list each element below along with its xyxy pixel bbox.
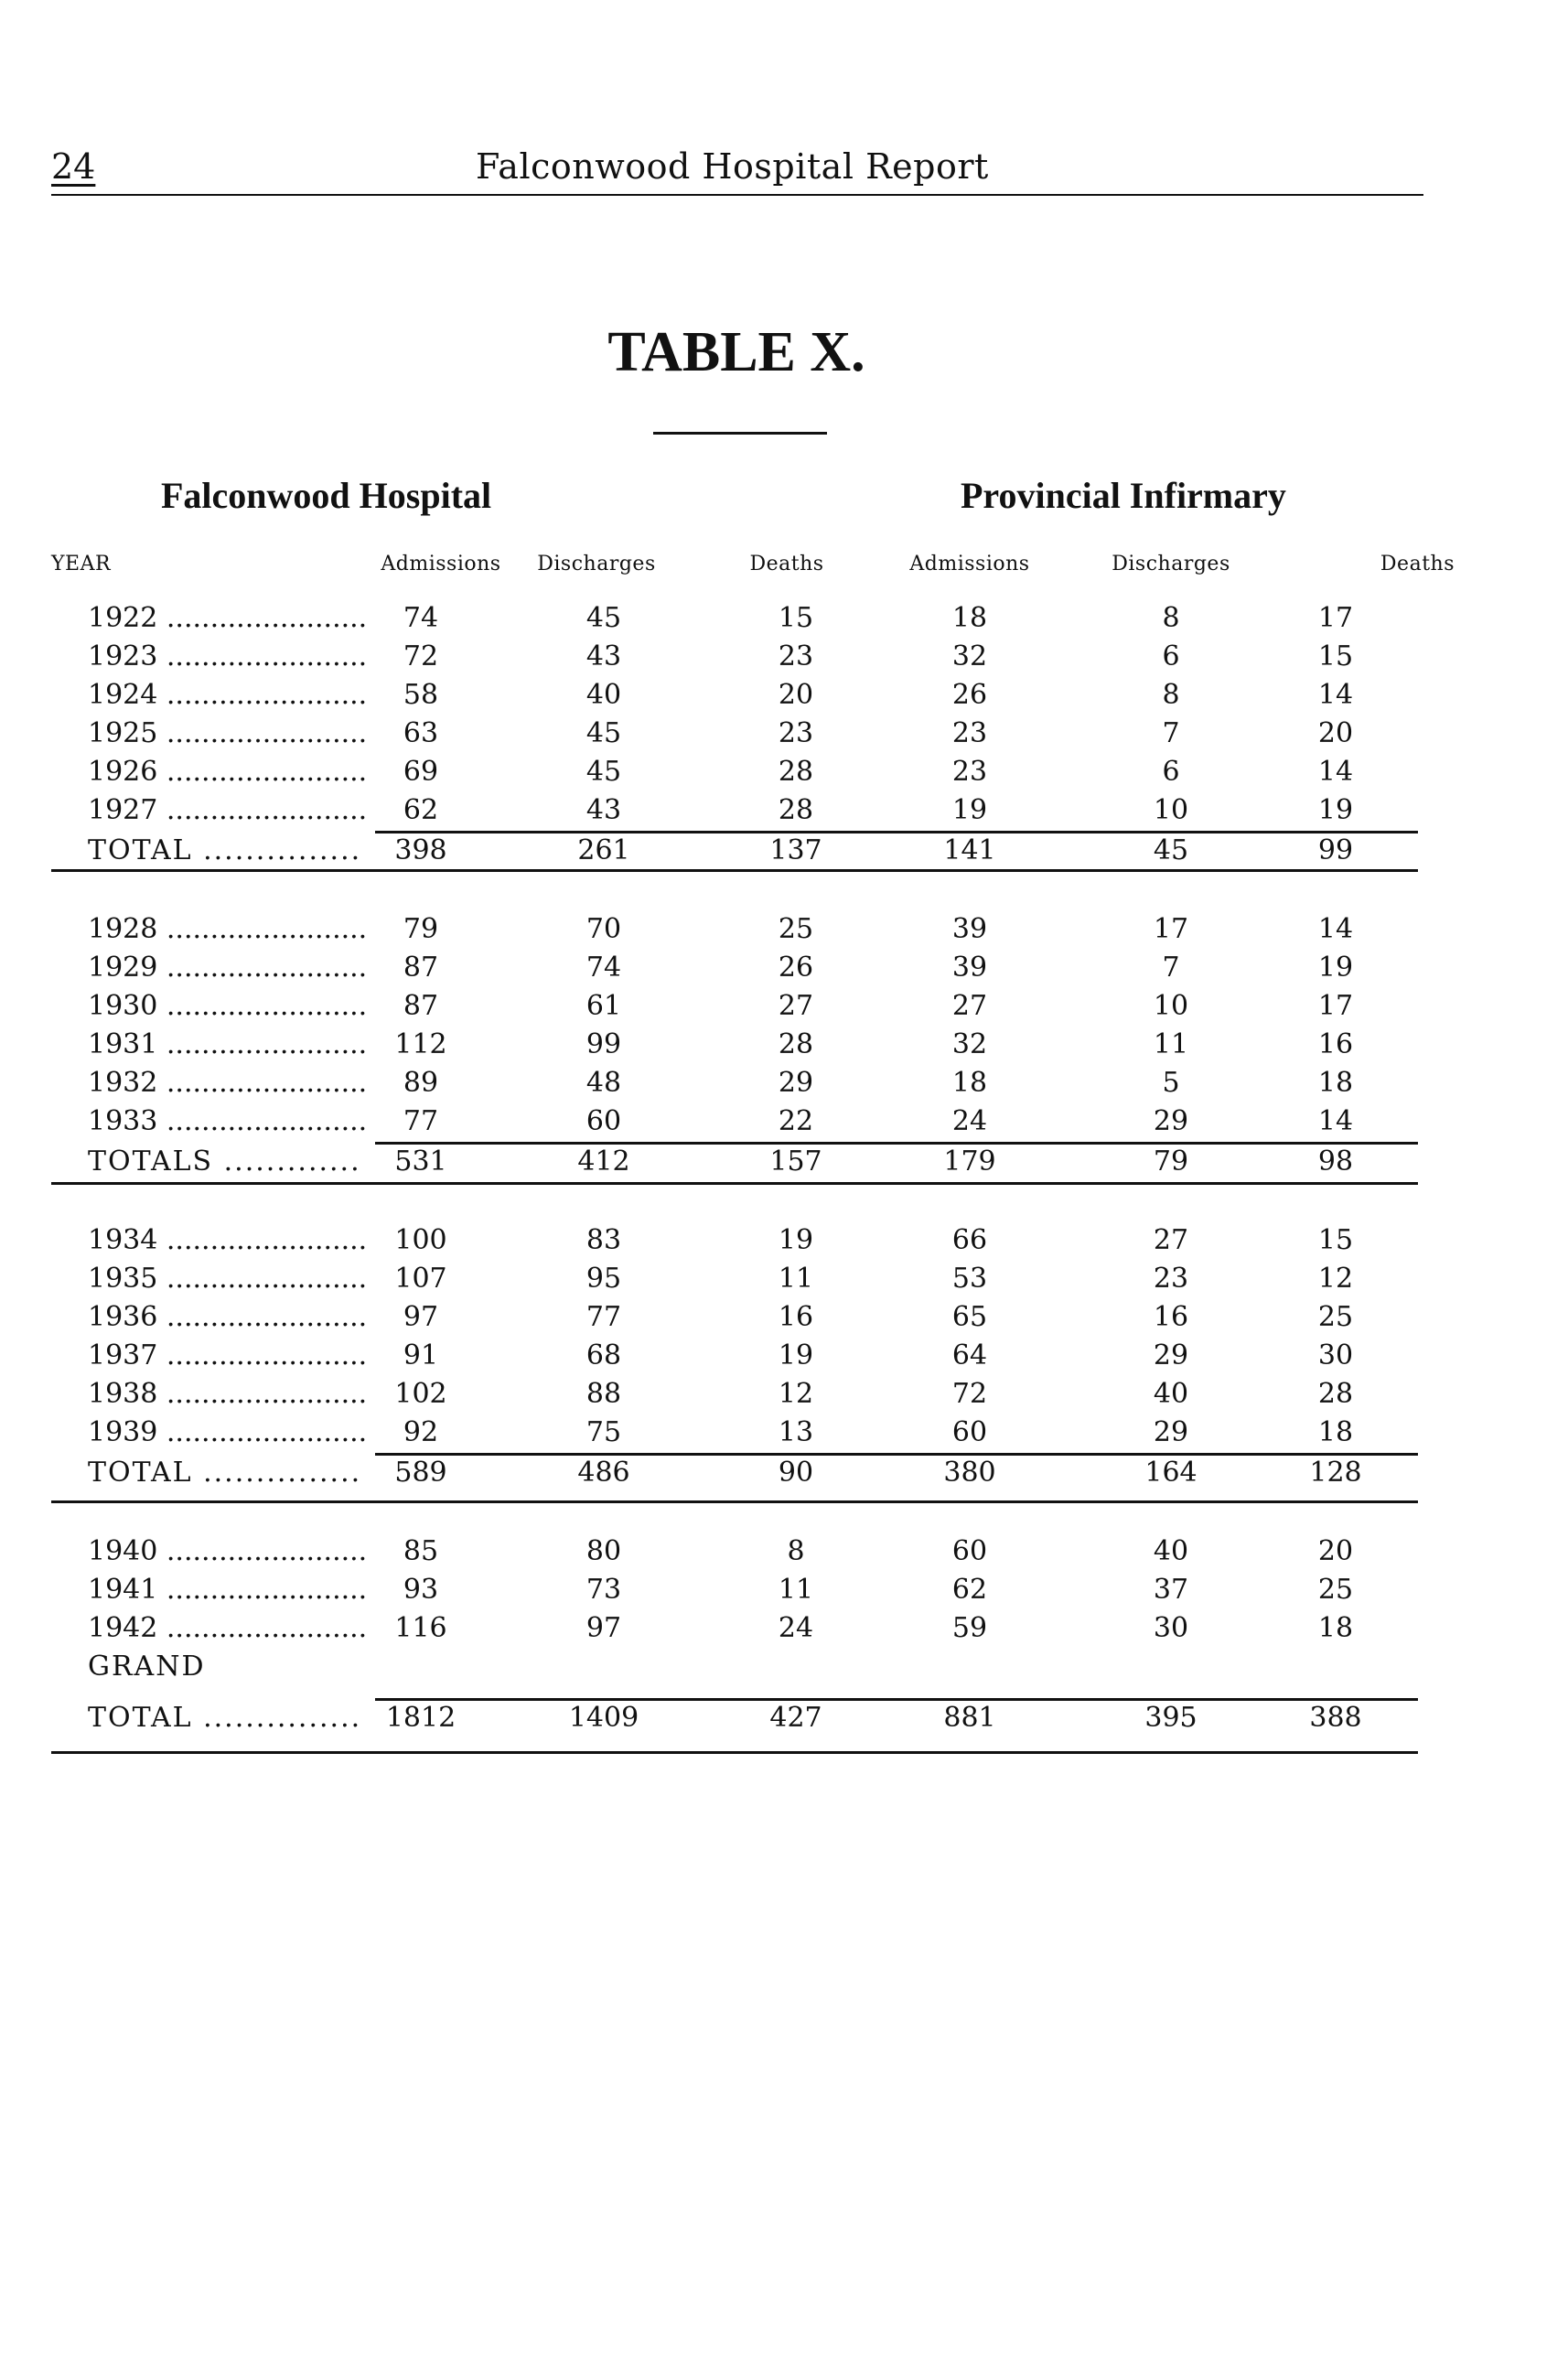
table-row xyxy=(0,1105,1568,1144)
cell-value: 77 xyxy=(403,1105,439,1137)
cell-value: 14 xyxy=(1317,1105,1354,1137)
row-label: 1940 ....................... xyxy=(88,1535,368,1567)
cell-value: 13 xyxy=(778,1416,814,1448)
column-header-fh-deaths: Deaths xyxy=(749,553,824,575)
table-row xyxy=(0,794,1568,833)
row-label: 1922 ....................... xyxy=(88,602,368,634)
cell-value: 45 xyxy=(1153,834,1189,866)
cell-value: 45 xyxy=(585,602,622,634)
section-falconwood-hospital: Falconwood Hospital xyxy=(161,475,492,516)
cell-value: 97 xyxy=(403,1301,439,1333)
table-row xyxy=(0,1224,1568,1263)
table-title: TABLE X. xyxy=(607,321,865,383)
cell-value: 92 xyxy=(403,1416,439,1448)
row-label: 1930 ....................... xyxy=(88,990,368,1022)
cell-value: 40 xyxy=(1153,1378,1189,1410)
cell-value: 53 xyxy=(951,1263,988,1295)
cell-value: 6 xyxy=(1162,640,1180,672)
cell-value: 45 xyxy=(585,717,622,749)
cell-value: 15 xyxy=(1317,1224,1354,1256)
total-row xyxy=(0,1145,1568,1184)
cell-value: 59 xyxy=(951,1612,988,1644)
cell-value: 16 xyxy=(1317,1028,1354,1060)
cell-value: 27 xyxy=(778,990,814,1022)
cell-value: 1812 xyxy=(385,1702,456,1734)
cell-value: 395 xyxy=(1144,1702,1197,1734)
cell-value: 23 xyxy=(951,717,988,749)
cell-value: 141 xyxy=(943,834,996,866)
cell-value: 380 xyxy=(943,1457,996,1489)
cell-value: 261 xyxy=(577,834,630,866)
column-header-pi-deaths: Deaths xyxy=(1380,553,1455,575)
column-header-pi-discharges: Discharges xyxy=(1112,553,1230,575)
table-rule xyxy=(375,1142,1418,1145)
row-label: 1933 ....................... xyxy=(88,1105,368,1137)
cell-value: 412 xyxy=(577,1145,630,1178)
cell-value: 7 xyxy=(1162,952,1180,984)
cell-value: 27 xyxy=(1153,1224,1189,1256)
cell-value: 77 xyxy=(585,1301,622,1333)
row-label: TOTAL ............... xyxy=(88,1702,362,1734)
cell-value: 99 xyxy=(585,1028,622,1060)
row-label: 1925 ....................... xyxy=(88,717,368,749)
table-row xyxy=(0,1301,1568,1339)
cell-value: 43 xyxy=(585,794,622,826)
cell-value: 29 xyxy=(1153,1416,1189,1448)
cell-value: 14 xyxy=(1317,756,1354,788)
cell-value: 18 xyxy=(1317,1612,1354,1644)
cell-value: 61 xyxy=(585,990,622,1022)
cell-value: 25 xyxy=(1317,1301,1354,1333)
cell-value: 19 xyxy=(778,1224,814,1256)
row-label: TOTAL ............... xyxy=(88,1457,362,1489)
cell-value: 112 xyxy=(394,1028,447,1060)
column-header-pi-admissions: Admissions xyxy=(909,553,1030,575)
row-label: 1927 ....................... xyxy=(88,794,368,826)
cell-value: 11 xyxy=(1153,1028,1189,1060)
cell-value: 88 xyxy=(585,1378,622,1410)
table-row xyxy=(0,1574,1568,1612)
cell-value: 80 xyxy=(585,1535,622,1567)
cell-value: 157 xyxy=(769,1145,822,1178)
cell-value: 25 xyxy=(778,913,814,945)
cell-value: 23 xyxy=(951,756,988,788)
cell-value: 24 xyxy=(951,1105,988,1137)
cell-value: 83 xyxy=(585,1224,622,1256)
cell-value: 14 xyxy=(1317,679,1354,711)
cell-value: 91 xyxy=(403,1339,439,1371)
cell-value: 62 xyxy=(403,794,439,826)
table-row xyxy=(0,1535,1568,1574)
cell-value: 20 xyxy=(778,679,814,711)
row-label: 1929 ....................... xyxy=(88,952,368,984)
total-row xyxy=(0,834,1568,873)
cell-value: 79 xyxy=(1153,1145,1189,1178)
cell-value: 19 xyxy=(951,794,988,826)
cell-value: 116 xyxy=(394,1612,447,1644)
row-label: 1926 ....................... xyxy=(88,756,368,788)
table-row xyxy=(0,1339,1568,1378)
cell-value: 39 xyxy=(951,913,988,945)
cell-value: 68 xyxy=(585,1339,622,1371)
cell-value: 17 xyxy=(1317,602,1354,634)
cell-value: 40 xyxy=(1153,1535,1189,1567)
cell-value: 6 xyxy=(1162,756,1180,788)
cell-value: 20 xyxy=(1317,717,1354,749)
cell-value: 18 xyxy=(1317,1067,1354,1099)
cell-value: 85 xyxy=(403,1535,439,1567)
cell-value: 20 xyxy=(1317,1535,1354,1567)
table-row xyxy=(0,640,1568,679)
cell-value: 60 xyxy=(951,1416,988,1448)
cell-value: 29 xyxy=(1153,1339,1189,1371)
cell-value: 1409 xyxy=(568,1702,639,1734)
cell-value: 531 xyxy=(394,1145,447,1178)
table-row xyxy=(0,1416,1568,1455)
cell-value: 30 xyxy=(1317,1339,1354,1371)
cell-value: 66 xyxy=(951,1224,988,1256)
cell-value: 19 xyxy=(778,1339,814,1371)
cell-value: 45 xyxy=(585,756,622,788)
cell-value: 8 xyxy=(1162,679,1180,711)
row-label: 1924 ....................... xyxy=(88,679,368,711)
cell-value: 589 xyxy=(394,1457,447,1489)
cell-value: 881 xyxy=(943,1702,996,1734)
cell-value: 398 xyxy=(394,834,447,866)
row-label: 1941 ....................... xyxy=(88,1574,368,1606)
cell-value: 128 xyxy=(1309,1457,1362,1489)
cell-value: 74 xyxy=(585,952,622,984)
row-label: 1928 ....................... xyxy=(88,913,368,945)
table-row xyxy=(0,1263,1568,1301)
cell-value: 17 xyxy=(1317,990,1354,1022)
cell-value: 73 xyxy=(585,1574,622,1606)
table-row xyxy=(0,990,1568,1028)
cell-value: 22 xyxy=(778,1105,814,1137)
cell-value: 72 xyxy=(951,1378,988,1410)
cell-value: 39 xyxy=(951,952,988,984)
total-row xyxy=(0,1651,1568,1689)
cell-value: 95 xyxy=(585,1263,622,1295)
page-number: 24 xyxy=(51,146,96,187)
cell-value: 15 xyxy=(778,602,814,634)
cell-value: 16 xyxy=(1153,1301,1189,1333)
cell-value: 23 xyxy=(778,717,814,749)
cell-value: 18 xyxy=(951,602,988,634)
cell-value: 17 xyxy=(1153,913,1189,945)
table-rule xyxy=(51,1751,1418,1754)
cell-value: 26 xyxy=(951,679,988,711)
table-rule xyxy=(375,831,1418,833)
table-row xyxy=(0,679,1568,717)
table-rule xyxy=(51,1182,1418,1185)
cell-value: 75 xyxy=(585,1416,622,1448)
cell-value: 427 xyxy=(769,1702,822,1734)
cell-value: 18 xyxy=(951,1067,988,1099)
cell-value: 90 xyxy=(778,1457,814,1489)
column-header-fh-admissions: Admissions xyxy=(381,553,501,575)
cell-value: 60 xyxy=(951,1535,988,1567)
cell-value: 89 xyxy=(403,1067,439,1099)
table-row xyxy=(0,756,1568,794)
cell-value: 69 xyxy=(403,756,439,788)
row-label: 1942 ....................... xyxy=(88,1612,368,1644)
cell-value: 28 xyxy=(1317,1378,1354,1410)
cell-value: 70 xyxy=(585,913,622,945)
cell-value: 60 xyxy=(585,1105,622,1137)
cell-value: 179 xyxy=(943,1145,996,1178)
cell-value: 10 xyxy=(1153,990,1189,1022)
row-label: 1932 ....................... xyxy=(88,1067,368,1099)
cell-value: 27 xyxy=(951,990,988,1022)
table-row xyxy=(0,717,1568,756)
column-header-fh-discharges: Discharges xyxy=(537,553,656,575)
row-label: 1939 ....................... xyxy=(88,1416,368,1448)
cell-value: 87 xyxy=(403,990,439,1022)
cell-value: 32 xyxy=(951,640,988,672)
cell-value: 102 xyxy=(394,1378,447,1410)
cell-value: 63 xyxy=(403,717,439,749)
cell-value: 11 xyxy=(778,1263,814,1295)
cell-value: 18 xyxy=(1317,1416,1354,1448)
row-label: 1923 ....................... xyxy=(88,640,368,672)
running-head: Falconwood Hospital Report xyxy=(476,146,989,187)
cell-value: 16 xyxy=(778,1301,814,1333)
cell-value: 11 xyxy=(778,1574,814,1606)
table-row xyxy=(0,913,1568,952)
row-label: TOTAL ............... xyxy=(88,834,362,866)
row-label: 1934 ....................... xyxy=(88,1224,368,1256)
table-row xyxy=(0,1378,1568,1416)
cell-value: 87 xyxy=(403,952,439,984)
cell-value: 25 xyxy=(1317,1574,1354,1606)
row-label: 1935 ....................... xyxy=(88,1263,368,1295)
cell-value: 43 xyxy=(585,640,622,672)
cell-value: 137 xyxy=(769,834,822,866)
cell-value: 37 xyxy=(1153,1574,1189,1606)
cell-value: 12 xyxy=(1317,1263,1354,1295)
header-rule xyxy=(51,194,1423,196)
cell-value: 8 xyxy=(787,1535,805,1567)
cell-value: 29 xyxy=(1153,1105,1189,1137)
cell-value: 23 xyxy=(778,640,814,672)
cell-value: 40 xyxy=(585,679,622,711)
cell-value: 23 xyxy=(1153,1263,1189,1295)
cell-value: 164 xyxy=(1144,1457,1197,1489)
cell-value: 28 xyxy=(778,794,814,826)
table-rule xyxy=(51,1500,1418,1503)
cell-value: 29 xyxy=(778,1067,814,1099)
cell-value: 5 xyxy=(1162,1067,1180,1099)
table-row xyxy=(0,602,1568,640)
title-rule xyxy=(653,432,827,435)
cell-value: 100 xyxy=(394,1224,447,1256)
cell-value: 388 xyxy=(1309,1702,1362,1734)
cell-value: 48 xyxy=(585,1067,622,1099)
cell-value: 65 xyxy=(951,1301,988,1333)
row-label: 1938 ....................... xyxy=(88,1378,368,1410)
total-row xyxy=(0,1702,1568,1740)
cell-value: 7 xyxy=(1162,717,1180,749)
cell-value: 486 xyxy=(577,1457,630,1489)
cell-value: 93 xyxy=(403,1574,439,1606)
cell-value: 28 xyxy=(778,1028,814,1060)
cell-value: 32 xyxy=(951,1028,988,1060)
row-label: GRAND xyxy=(88,1651,206,1683)
row-label: TOTALS ............. xyxy=(88,1145,361,1178)
table-row xyxy=(0,1028,1568,1067)
cell-value: 8 xyxy=(1162,602,1180,634)
cell-value: 64 xyxy=(951,1339,988,1371)
cell-value: 26 xyxy=(778,952,814,984)
cell-value: 62 xyxy=(951,1574,988,1606)
row-label: 1931 ....................... xyxy=(88,1028,368,1060)
cell-value: 72 xyxy=(403,640,439,672)
cell-value: 14 xyxy=(1317,913,1354,945)
table-rule xyxy=(51,869,1418,872)
cell-value: 79 xyxy=(403,913,439,945)
cell-value: 58 xyxy=(403,679,439,711)
table-row xyxy=(0,1067,1568,1105)
cell-value: 107 xyxy=(394,1263,447,1295)
cell-value: 99 xyxy=(1317,834,1354,866)
section-provincial-infirmary: Provincial Infirmary xyxy=(961,475,1286,516)
cell-value: 98 xyxy=(1317,1145,1354,1178)
table-row xyxy=(0,952,1568,990)
cell-value: 10 xyxy=(1153,794,1189,826)
cell-value: 15 xyxy=(1317,640,1354,672)
cell-value: 12 xyxy=(778,1378,814,1410)
cell-value: 30 xyxy=(1153,1612,1189,1644)
row-label: 1936 ....................... xyxy=(88,1301,368,1333)
total-row xyxy=(0,1457,1568,1495)
cell-value: 28 xyxy=(778,756,814,788)
table-row xyxy=(0,1612,1568,1651)
cell-value: 97 xyxy=(585,1612,622,1644)
table-rule xyxy=(375,1453,1418,1456)
cell-value: 19 xyxy=(1317,952,1354,984)
table-rule xyxy=(375,1698,1418,1701)
cell-value: 74 xyxy=(403,602,439,634)
row-label: 1937 ....................... xyxy=(88,1339,368,1371)
cell-value: 24 xyxy=(778,1612,814,1644)
cell-value: 19 xyxy=(1317,794,1354,826)
column-header-year: YEAR xyxy=(51,553,112,575)
